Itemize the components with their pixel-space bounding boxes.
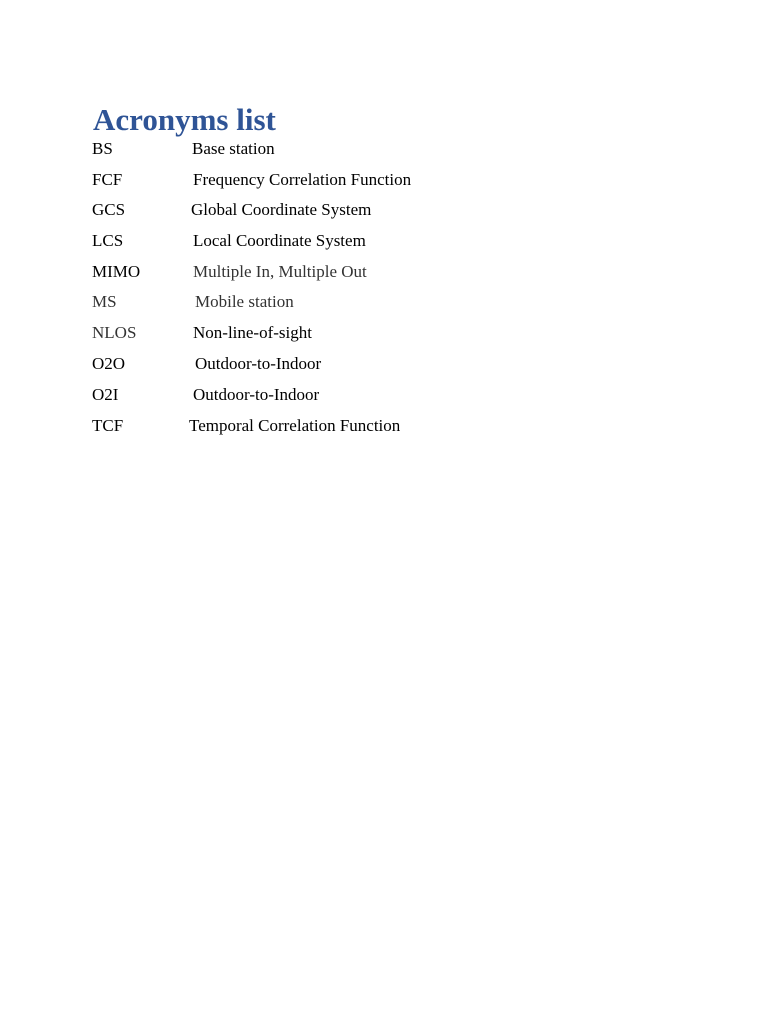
acronym-row: [0, 352, 768, 376]
acronym-term: MS: [92, 292, 117, 311]
acronym-term: O2I: [92, 385, 119, 404]
acronym-row: [0, 290, 768, 314]
acronym-definition: Mobile station: [195, 292, 294, 311]
page-title: Acronyms list: [93, 102, 276, 137]
acronym-definition: Non-line-of-sight: [193, 323, 312, 342]
acronym-definition: Temporal Correlation Function: [189, 416, 401, 435]
acronym-term: O2O: [92, 354, 126, 373]
acronym-term: BS: [92, 139, 113, 158]
acronym-definition: Outdoor-to-Indoor: [193, 385, 320, 404]
acronym-term: FCF: [92, 170, 123, 189]
acronym-row: [0, 260, 768, 284]
acronym-term: NLOS: [92, 323, 137, 342]
acronym-term: GCS: [92, 200, 126, 219]
acronym-definition: Multiple In, Multiple Out: [193, 262, 367, 281]
acronym-row: [0, 168, 768, 192]
acronym-term: MIMO: [92, 262, 141, 281]
acronym-term: TCF: [92, 416, 124, 435]
acronym-row: [0, 383, 768, 407]
acronym-row: [0, 229, 768, 253]
acronym-definition: Outdoor-to-Indoor: [195, 354, 322, 373]
acronym-term: LCS: [92, 231, 124, 250]
acronym-row: [0, 321, 768, 345]
acronym-definition: Local Coordinate System: [193, 231, 366, 250]
acronym-definition: Global Coordinate System: [191, 200, 372, 219]
acronym-row: [0, 137, 768, 161]
acronym-definition: Base station: [192, 139, 275, 158]
acronym-definition: Frequency Correlation Function: [193, 170, 412, 189]
acronym-row: [0, 414, 768, 438]
acronym-row: [0, 198, 768, 222]
